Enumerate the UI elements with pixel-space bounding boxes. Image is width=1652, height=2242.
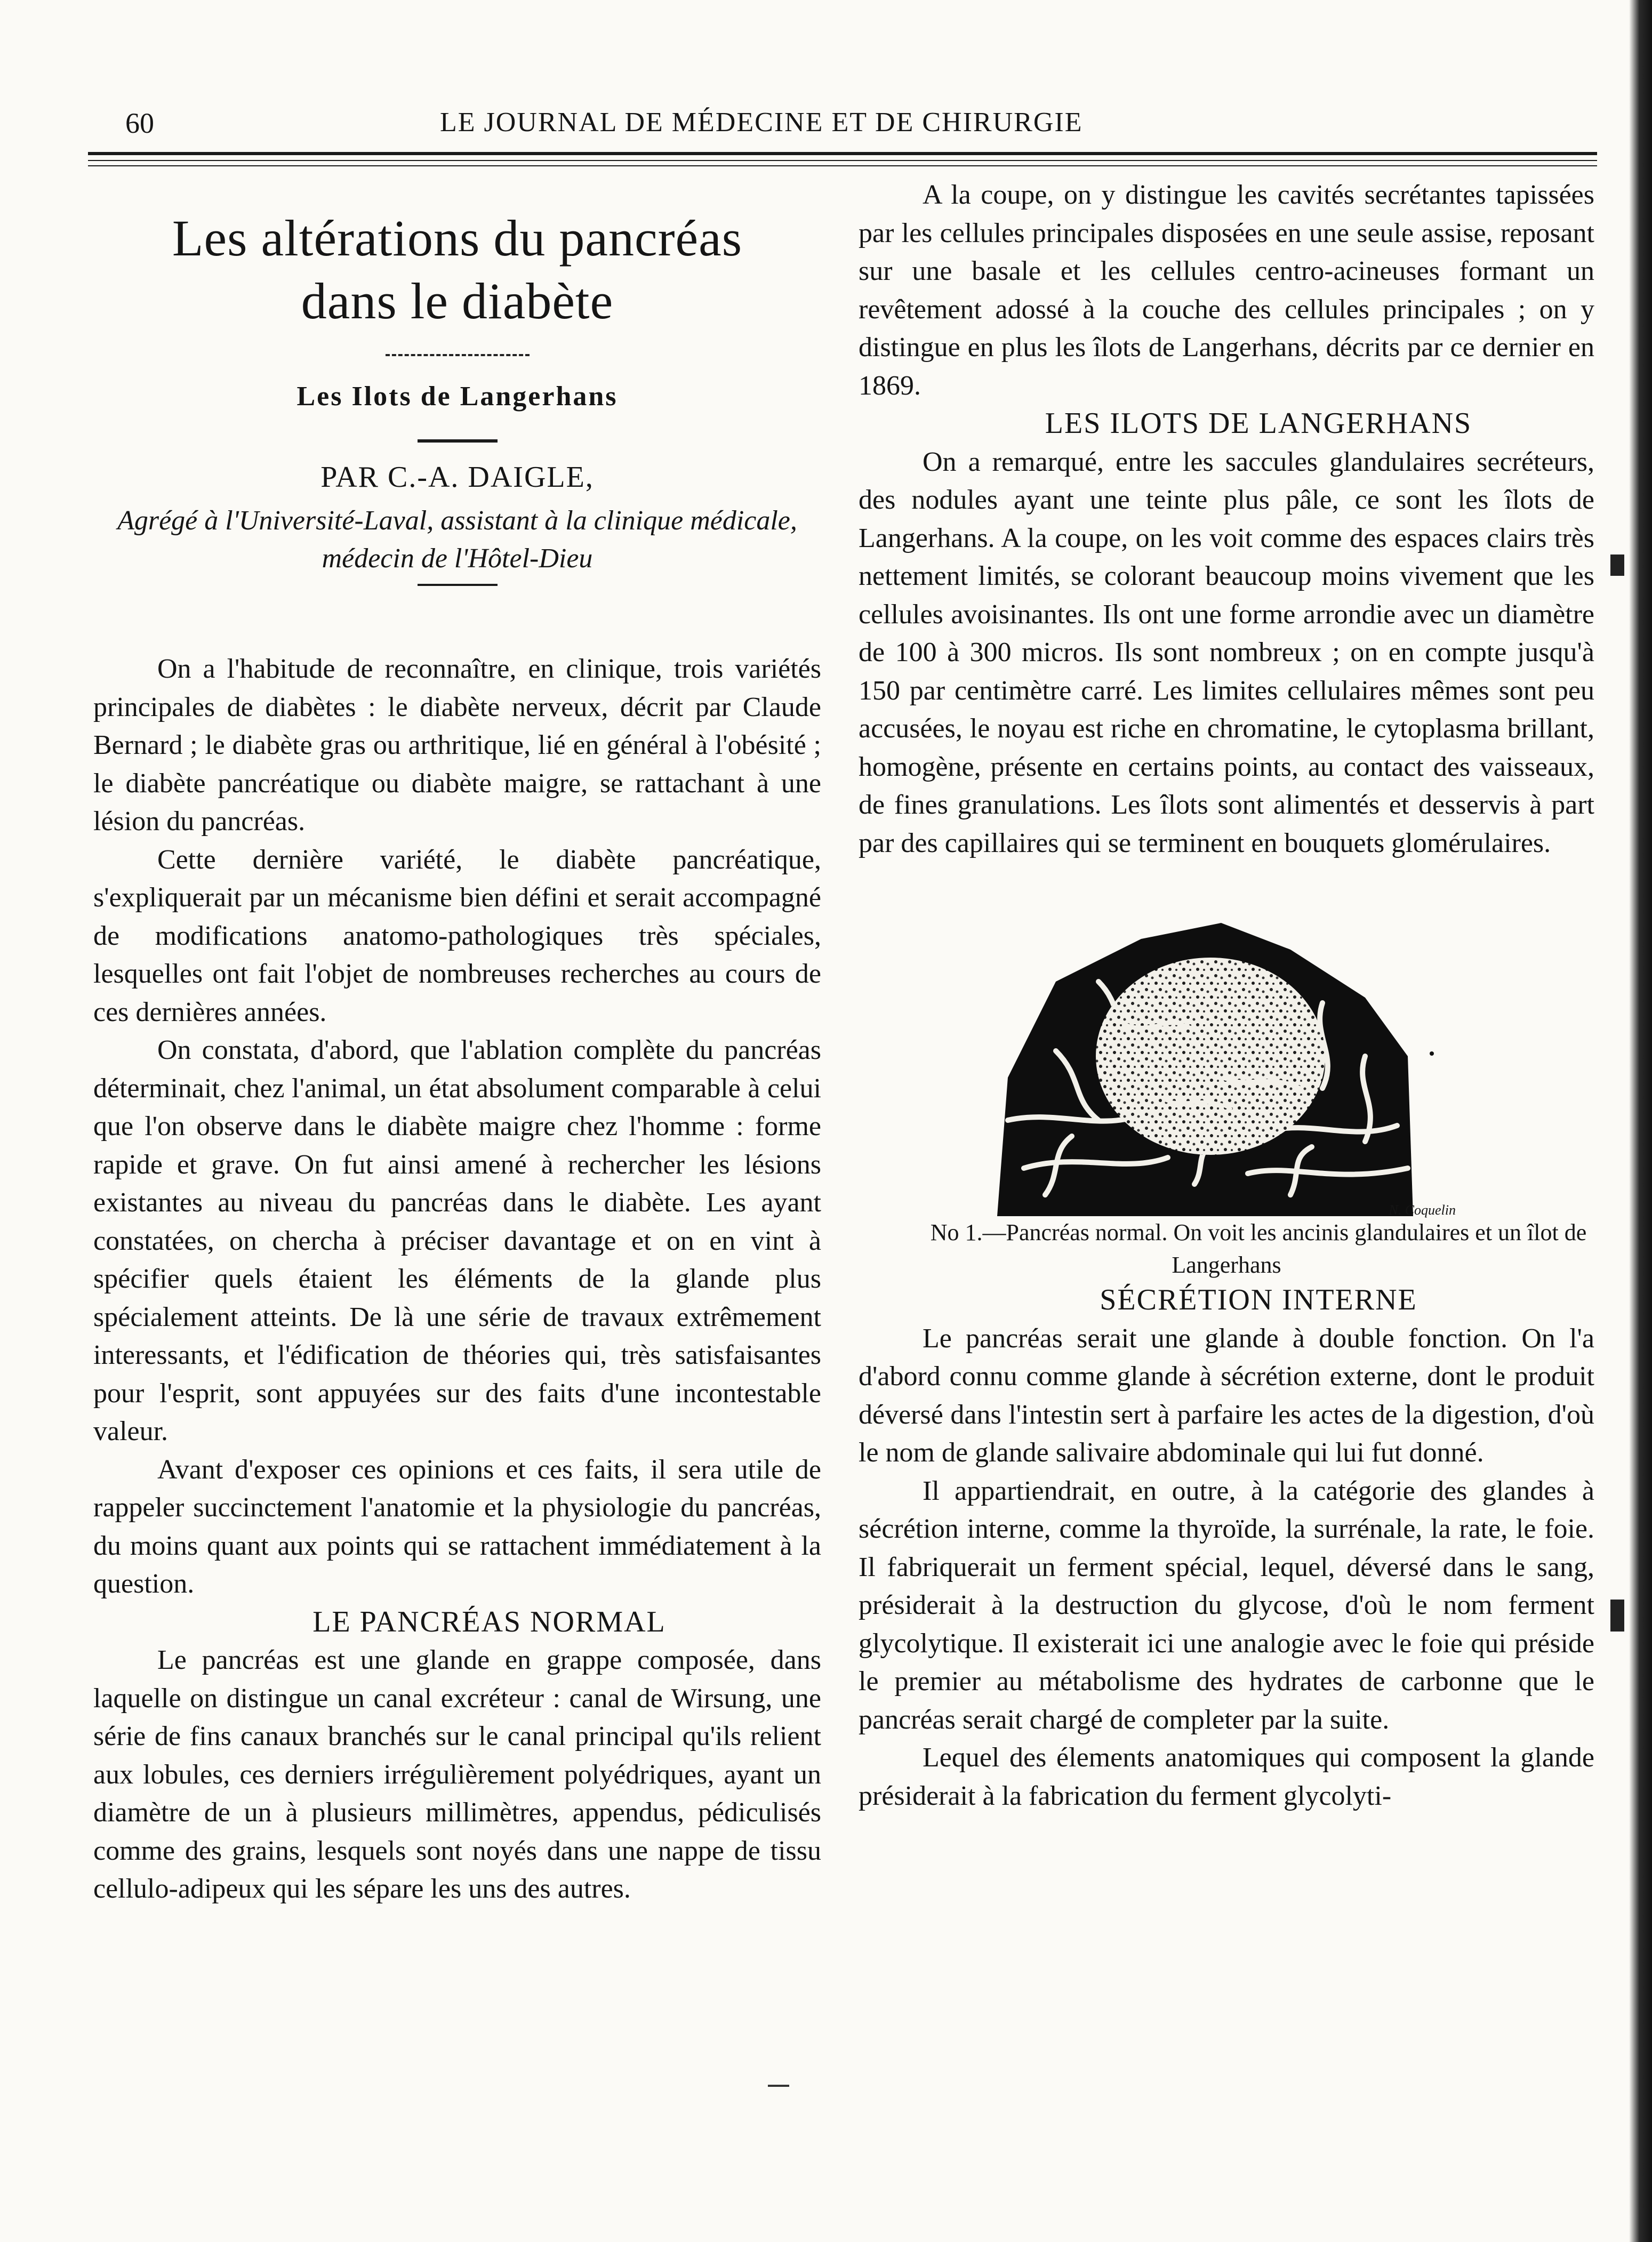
paragraph: On constata, d'abord, que l'ablation complète du pancréas déterminait, chez l'animal, un état absolument comparable à celui que l'on observe dans le diabète maigre chez l'homme : forme rapide et grave. On fut ainsi amené à rechercher les lésions existantes au niveau du pancréas dans le diabète. Les ayant constatées, on chercha à préciser davantage et on en vint à spécifier quels étaient les éléments de la glande plus spécialement atteints. De là une série de travaux extrêmement interessants, et l'édification de théories qui, très satisfaisantes pour l'esprit, sont appuyées sur des faits d'une incontestable valeur.	[93, 1035, 821, 1447]
pancreas-micrograph-figure	[992, 918, 1461, 1216]
page-number: 60	[125, 107, 154, 139]
running-header	[88, 107, 1597, 144]
header-rule-thin-2	[88, 165, 1597, 166]
affiliation-divider	[418, 584, 498, 586]
figure-caption: No 1.—Pancréas normal. On voit les ancinis glandulaires et un îlot de Langerhans	[930, 1219, 1587, 1278]
article-title-line1: Les altérations du pancréas	[172, 210, 743, 267]
section-heading-ilots: LES ILOTS DE LANGERHANS	[1045, 407, 1472, 440]
header-rule-thin	[88, 160, 1597, 161]
paragraph: Il appartiendrait, en outre, à la catégorie des glandes à sécrétion interne, comme la thyroïde, la surrénale, la rate, le foie. Il fabriquerait un ferment spécial, lequel, déversé dans le sang, présiderait à la destruction du glycose, d'où le nom ferment glycolytique. Il existerait ici une analogie avec le foie qui préside le premier au métabolisme des hydrates de carbonne que le pancréas serait chargé de completer par la suite.	[859, 1475, 1594, 1735]
paragraph: Le pancréas est une glande en grappe composée, dans laquelle on distingue un canal excréteur : canal de Wirsung, une série de fins canaux branchés sur le canal principal qu'ils relient aux lobules, ces derniers irrégulièrement polyédriques, ayant un diamètre de un à plusieurs millimètres, appendus, pédiculisés comme des grains, lesquels sont noyés dans une nappe de tissu cellulo-adipeux qui les sépare les uns des autres.	[93, 1645, 821, 1904]
article-title	[93, 207, 821, 333]
author-byline: PAR C.-A. DAIGLE,	[320, 460, 594, 494]
paragraph: Le pancréas serait une glande à double fonction. On l'a d'abord connu comme glande à sécrétion externe, dont le produit déversé dans l'intestin sert à parfaire les actes de la digestion, d'où le nom de glande salivaire abdominale qui lui fut donné.	[859, 1323, 1594, 1468]
print-mark	[768, 2085, 789, 2087]
engraver-signature: N. Coquelin	[1389, 1202, 1456, 1218]
paragraph: A la coupe, on y distingue les cavités secrétantes tapissées par les cellules principales disposées en une seule assise, reposant sur une basale et les cellules centro-acineuses formant un revêtement adossé à la couche des cellules principales ; on y distingue en plus les îlots de Langerhans, décrits par ce dernier en 1869.	[859, 180, 1594, 401]
scan-edge-mark	[1610, 555, 1624, 576]
author-affiliation: Agrégé à l'Université-Laval, assistant à la clinique médicale, médecin de l'Hôtel-Dieu	[117, 505, 797, 574]
journal-title: LE JOURNAL DE MÉDECINE ET DE CHIRURGIE	[440, 107, 1083, 138]
paragraph: On a l'habitude de reconnaître, en clinique, trois variétés principales de diabètes : le diabète nerveux, décrit par Claude Bernard ; le diabète gras ou arthritique, lié en général à l'obésité ; le diabète pancréatique ou diabète maigre, se rattachant à une lésion du pancréas.	[93, 654, 821, 837]
paragraph: Lequel des élements anatomiques qui composent la glande présiderait à la fabrication du ferment glycolyti-	[859, 1742, 1594, 1811]
left-column	[93, 176, 821, 1908]
right-column	[859, 176, 1594, 1815]
paragraph: Avant d'exposer ces opinions et ces faits, il sera utile de rappeler succinctement l'anatomie et la physiologie du pancréas, du moins quant aux points qui se rattachent immédiatement à la question.	[93, 1454, 821, 1599]
section-heading-pancreas-normal: LE PANCRÉAS NORMAL	[312, 1605, 666, 1638]
paragraph: Cette dernière variété, le diabète pancréatique, s'expliquerait par un mécanisme bien défini et serait accompagné de modifications anatomo-pathologiques très spéciales, lesquelles ont fait l'objet de nombreuses recherches au cours de ces dernières années.	[93, 844, 821, 1027]
paragraph: On a remarqué, entre les saccules glandulaires secréteurs, des nodules ayant une teinte plus pâle, ce sont les îlots de Langerhans. A la coupe, on les voit comme des espaces clairs très nettement limités, se colorant beaucoup moins vivement que les cellules avoisinantes. Ils ont une forme arrondie avec un diamètre de 100 à 300 micros. Ils sont nombreux ; on en compte jusqu'à 150 par centimètre carré. Les limites cellulaires mêmes sont peu accusées, le noyau est riche en chromatine, le cytoplasma brillant, homogène, présente en certains points, au contact des vaisseaux, de fines granulations. Les îlots sont alimentés et desservis à part par des capillaires qui se terminent en bouquets glomérulaires.	[859, 446, 1594, 858]
pancreas-tissue-illustration	[992, 918, 1461, 1216]
article-title-line2: dans le diabète	[301, 272, 614, 330]
scan-edge-shadow	[1629, 0, 1652, 2242]
header-rule-thick	[88, 152, 1597, 155]
section-heading-secretion-interne: SÉCRÉTION INTERNE	[1100, 1283, 1417, 1316]
article-subtitle: Les Ilots de Langerhans	[296, 381, 618, 412]
title-divider	[386, 354, 530, 356]
subtitle-divider	[418, 439, 498, 443]
scan-edge-mark	[1610, 1600, 1624, 1632]
